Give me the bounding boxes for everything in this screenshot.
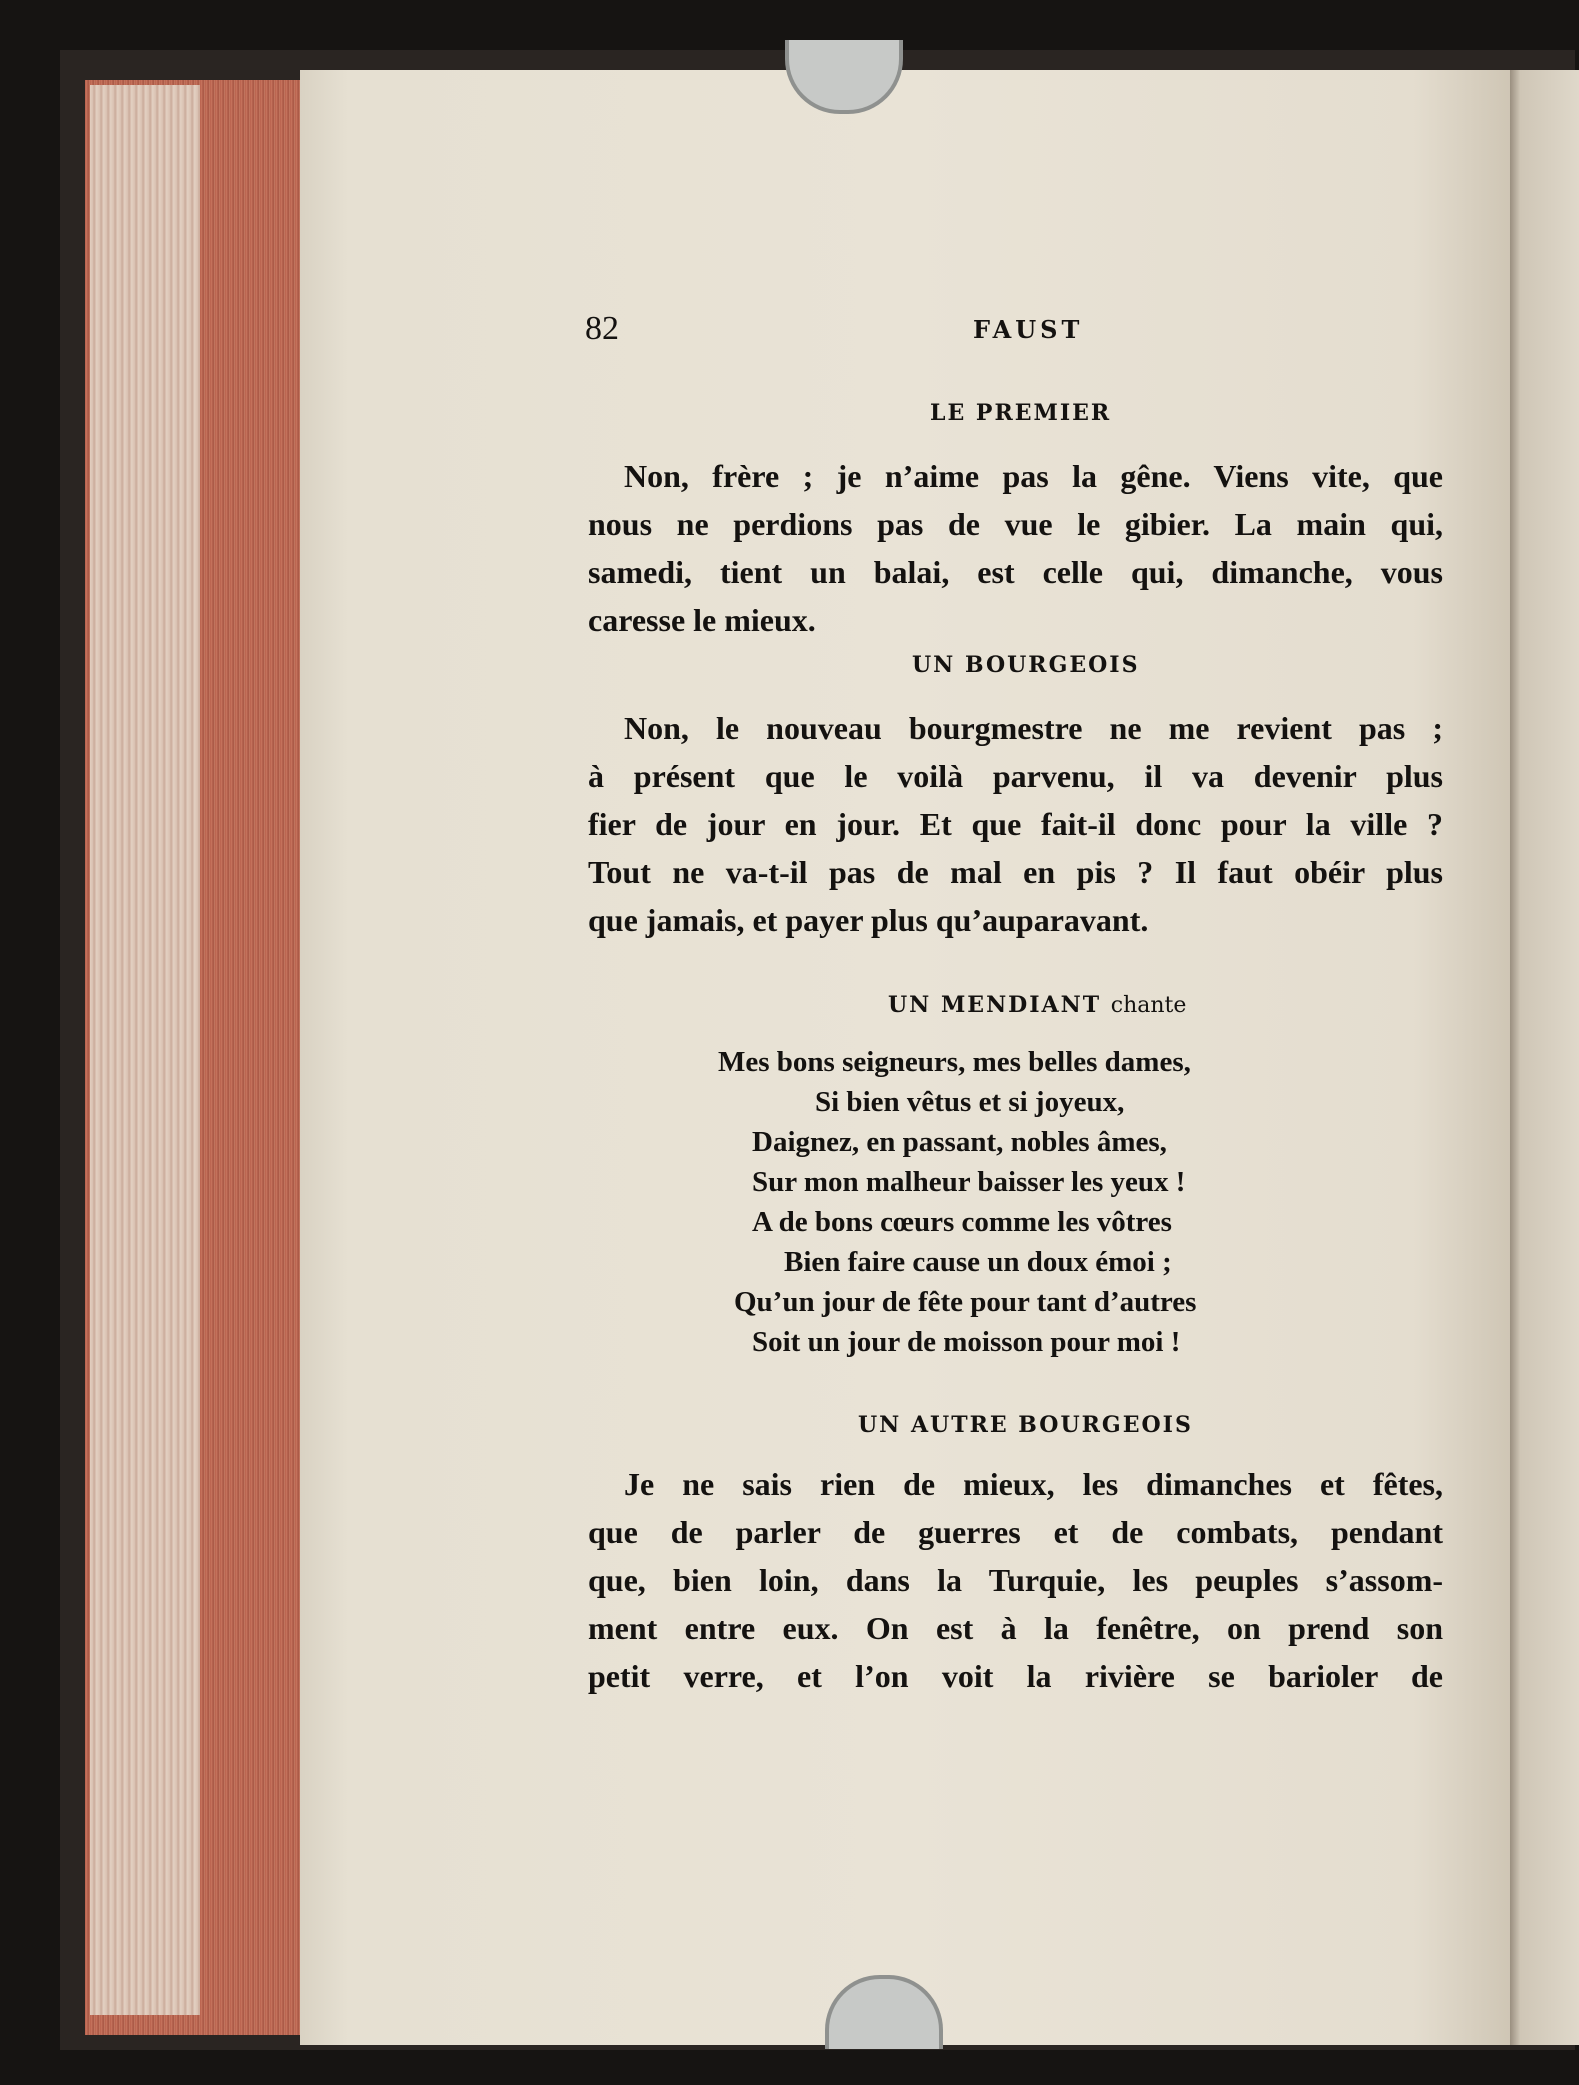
text-line: ment entre eux. On est à la fenêtre, on prend son	[588, 1610, 1443, 1646]
text-line: que, bien loin, dans la Turquie, les peuples s’assom-	[588, 1562, 1443, 1598]
verse-line: Qu’un jour de fête pour tant d’autres	[734, 1286, 1197, 1318]
page-edges-inner	[90, 85, 200, 2015]
verse-line: Sur mon malheur baisser les yeux !	[752, 1166, 1186, 1198]
running-title: FAUST	[973, 315, 1084, 344]
song-verses	[690, 1042, 1350, 1362]
text-line: que de parler de guerres et de combats, pendant	[588, 1514, 1443, 1550]
facing-page-edge	[1510, 70, 1579, 2045]
verse-line: Si bien vêtus et si joyeux,	[815, 1086, 1125, 1118]
speaker-le-premier: LE PREMIER	[930, 400, 1112, 426]
speech-le-premier	[588, 452, 1443, 644]
text-line: fier de jour en jour. Et que fait-il donc pour la ville ?	[588, 806, 1443, 842]
verse-line: A de bons cœurs comme les vôtres	[752, 1206, 1172, 1238]
text-line: nous ne perdions pas de vue le gibier. La main qui,	[588, 506, 1443, 542]
speaker-un-bourgeois: UN BOURGEOIS	[912, 652, 1140, 678]
text-line: petit verre, et l’on voit la rivière se barioler de	[588, 1658, 1443, 1694]
text-line: à présent que le voilà parvenu, il va devenir plus	[588, 758, 1443, 794]
verse-line: Bien faire cause un doux émoi ;	[784, 1246, 1172, 1278]
speaker-name: UN MENDIANT	[888, 992, 1102, 1018]
speaker-un-mendiant	[888, 992, 1186, 1018]
speaker-un-autre-bourgeois: UN AUTRE BOURGEOIS	[858, 1412, 1193, 1438]
text-line: Je ne sais rien de mieux, les dimanches et fêtes,	[624, 1466, 1443, 1502]
speech-un-autre-bourgeois	[588, 1460, 1443, 1700]
text-line: Non, le nouveau bourgmestre ne me revient pas ;	[624, 710, 1443, 746]
verse-line: Daignez, en passant, nobles âmes,	[752, 1126, 1167, 1158]
verse-line: Soit un jour de moisson pour moi !	[752, 1326, 1181, 1358]
page-number: 82	[585, 310, 619, 347]
text-line: Non, frère ; je n’aime pas la gêne. Viens vite, que	[624, 458, 1443, 494]
speech-un-bourgeois	[588, 704, 1443, 944]
text-line: que jamais, et payer plus qu’auparavant.	[588, 902, 1149, 938]
text-line: Tout ne va-t-il pas de mal en pis ? Il faut obéir plus	[588, 854, 1443, 890]
text-line: samedi, tient un balai, est celle qui, dimanche, vous	[588, 554, 1443, 590]
verse-line: Mes bons seigneurs, mes belles dames,	[718, 1046, 1191, 1078]
stage-direction: chante	[1110, 993, 1187, 1018]
text-line: caresse le mieux.	[588, 602, 816, 638]
